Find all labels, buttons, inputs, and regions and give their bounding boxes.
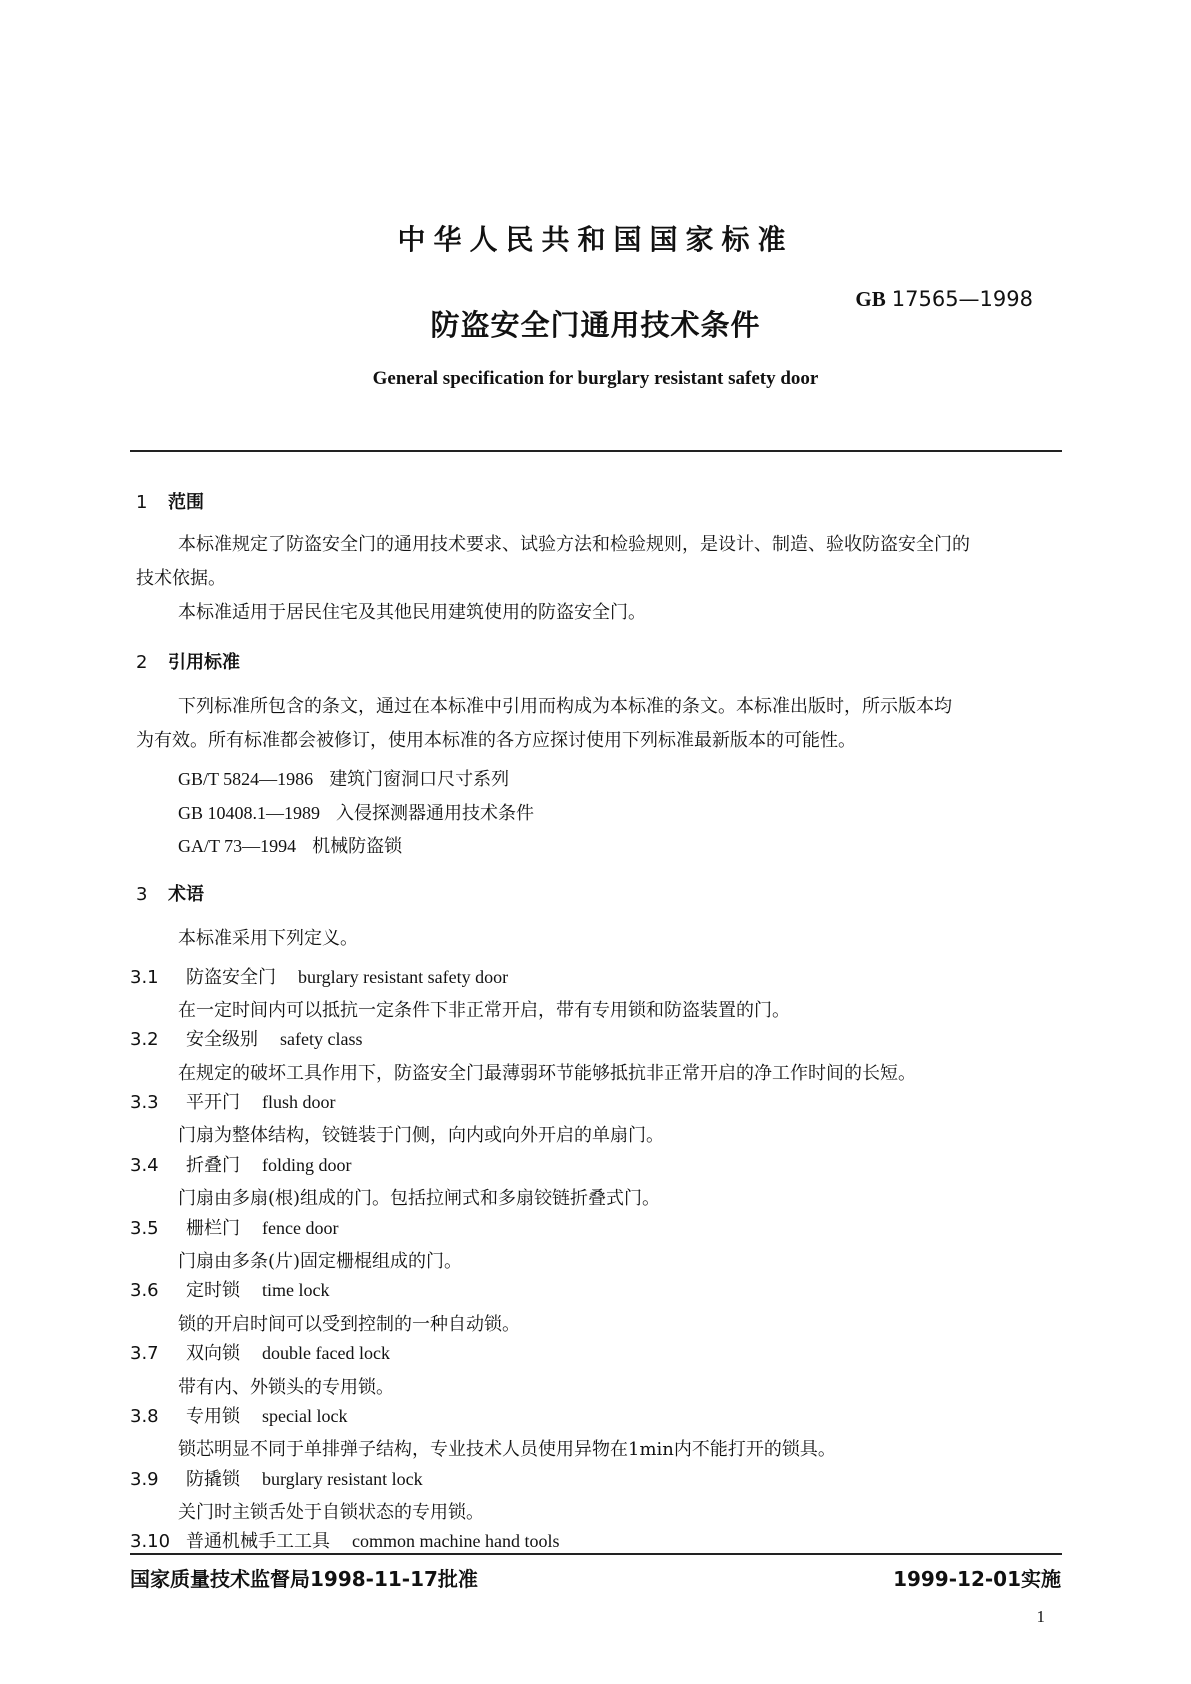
section-2-para-line2: 为有效。所有标准都会被修订，使用本标准的各方应探讨使用下列标准最新版本的可能性。 bbox=[136, 730, 856, 751]
document-title-en: General specification for burglary resistant safety door bbox=[372, 368, 819, 389]
national-standard-heading: 中华人民共和国国家标准 bbox=[397, 223, 794, 256]
section-1-para1-line1: 本标准规定了防盗安全门的通用技术要求、试验方法和检验规则，是设计、制造、验收防盗安全门的 bbox=[178, 534, 970, 555]
section-1-heading: 1 范围 bbox=[136, 492, 204, 513]
term-definition: 在规定的破坏工具作用下，防盗安全门最薄弱环节能够抵抗非正常开启的净工作时间的长短。 bbox=[178, 1063, 916, 1084]
term-definition: 锁的开启时间可以受到控制的一种自动锁。 bbox=[178, 1314, 520, 1335]
term-definition: 在一定时间内可以抵抗一定条件下非正常开启，带有专用锁和防盗装置的门。 bbox=[178, 1000, 790, 1021]
implementation-date: 1999-12-01实施 bbox=[893, 1567, 1061, 1591]
section-3-intro: 本标准采用下列定义。 bbox=[178, 928, 358, 949]
code-number: 17565—1998 bbox=[891, 287, 1033, 311]
term-definition: 锁芯明显不同于单排弹子结构，专业技术人员使用异物在1min内不能打开的锁具。 bbox=[178, 1439, 836, 1460]
term-3-7: 3.7 双向锁 double faced lock bbox=[130, 1343, 390, 1364]
section-1-para2: 本标准适用于居民住宅及其他民用建筑使用的防盗安全门。 bbox=[178, 602, 646, 623]
section-3-heading: 3 术语 bbox=[136, 884, 204, 905]
document-title-cn: 防盗安全门通用技术条件 bbox=[430, 308, 761, 342]
term-3-4: 3.4 折叠门 folding door bbox=[130, 1155, 352, 1176]
section-2-para-line1: 下列标准所包含的条文，通过在本标准中引用而构成为本标准的条文。本标准出版时，所示版本均 bbox=[178, 696, 952, 717]
footer-rule bbox=[130, 1553, 1062, 1555]
term-3-2: 3.2 安全级别 safety class bbox=[130, 1029, 363, 1050]
reference-item: GB/T 5824—1986 建筑门窗洞口尺寸系列 bbox=[178, 769, 510, 790]
header-rule bbox=[130, 450, 1062, 452]
approval-date: 国家质量技术监督局1998-11-17批准 bbox=[130, 1567, 478, 1591]
term-3-6: 3.6 定时锁 time lock bbox=[130, 1280, 330, 1301]
term-definition: 门扇为整体结构，铰链装于门侧，向内或向外开启的单扇门。 bbox=[178, 1125, 664, 1146]
term-3-8: 3.8 专用锁 special lock bbox=[130, 1406, 348, 1427]
term-definition: 门扇由多条(片)固定栅棍组成的门。 bbox=[178, 1251, 463, 1272]
term-3-1: 3.1 防盗安全门 burglary resistant safety door bbox=[130, 967, 509, 988]
term-3-9: 3.9 防撬锁 burglary resistant lock bbox=[130, 1469, 423, 1490]
section-2-heading: 2 引用标准 bbox=[136, 652, 240, 673]
term-definition: 门扇由多扇(根)组成的门。包括拉闸式和多扇铰链折叠式门。 bbox=[178, 1188, 661, 1209]
page-number: 1 bbox=[1036, 1607, 1045, 1626]
reference-item: GB 10408.1—1989 入侵探测器通用技术条件 bbox=[178, 803, 535, 824]
code-prefix: GB bbox=[855, 287, 886, 311]
term-3-3: 3.3 平开门 flush door bbox=[130, 1092, 336, 1113]
reference-item: GA/T 73—1994 机械防盗锁 bbox=[178, 836, 403, 857]
section-1-para1-line2: 技术依据。 bbox=[136, 568, 226, 589]
term-definition: 带有内、外锁头的专用锁。 bbox=[178, 1377, 394, 1398]
term-3-5: 3.5 栅栏门 fence door bbox=[130, 1218, 339, 1239]
term-definition: 关门时主锁舌处于自锁状态的专用锁。 bbox=[178, 1502, 484, 1523]
term-3-10: 3.10 普通机械手工工具 common machine hand tools bbox=[130, 1531, 560, 1552]
